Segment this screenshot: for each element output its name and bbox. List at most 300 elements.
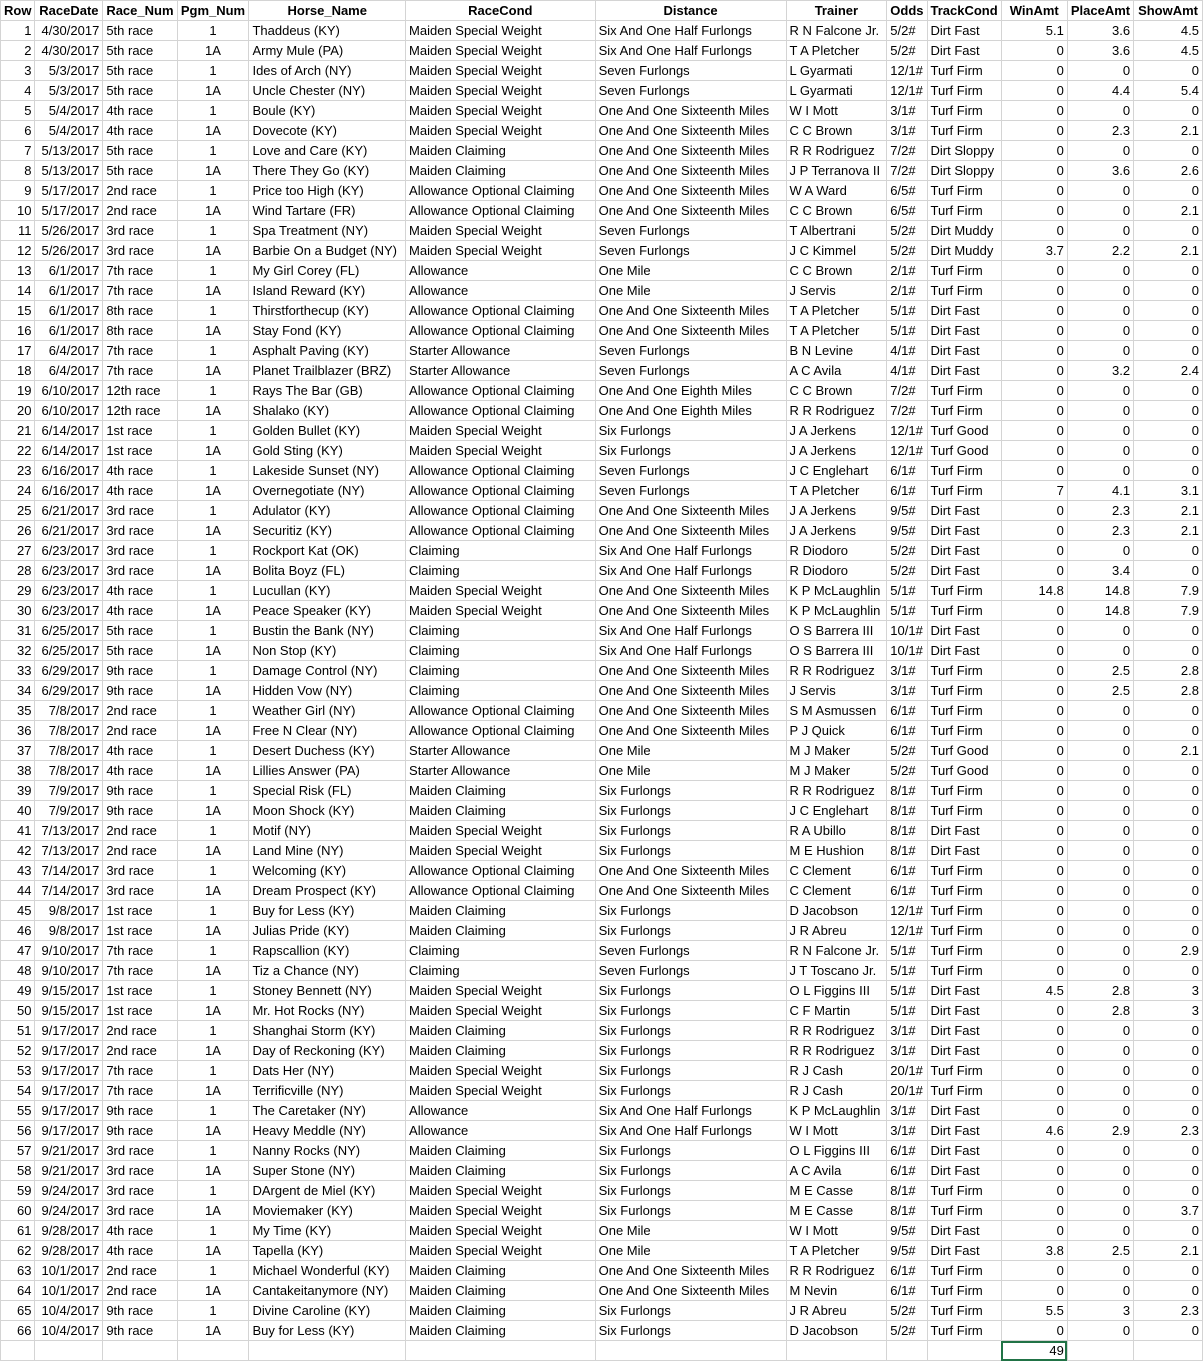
race-num-cell[interactable]: 4th race: [103, 101, 177, 121]
row-number-cell[interactable]: 27: [1, 541, 35, 561]
race-cond-cell[interactable]: Maiden Special Weight: [406, 1241, 596, 1261]
race-date-cell[interactable]: 6/25/2017: [35, 641, 103, 661]
trainer-cell[interactable]: M E Hushion: [786, 841, 887, 861]
distance-cell[interactable]: Seven Furlongs: [595, 241, 786, 261]
cell[interactable]: [249, 1341, 406, 1361]
track-cond-cell[interactable]: Turf Good: [927, 421, 1001, 441]
distance-cell[interactable]: Six Furlongs: [595, 981, 786, 1001]
distance-cell[interactable]: Six Furlongs: [595, 1081, 786, 1101]
race-num-cell[interactable]: 4th race: [103, 1221, 177, 1241]
distance-cell[interactable]: Seven Furlongs: [595, 341, 786, 361]
show-amt-cell[interactable]: 0: [1134, 1101, 1203, 1121]
odds-cell[interactable]: 3/1#: [887, 1041, 927, 1061]
odds-cell[interactable]: 3/1#: [887, 661, 927, 681]
distance-cell[interactable]: Seven Furlongs: [595, 941, 786, 961]
race-num-cell[interactable]: 5th race: [103, 641, 177, 661]
pgm-num-cell[interactable]: 1: [177, 1101, 249, 1121]
row-number-cell[interactable]: 8: [1, 161, 35, 181]
track-cond-cell[interactable]: Turf Firm: [927, 1081, 1001, 1101]
race-cond-cell[interactable]: Allowance: [406, 1121, 596, 1141]
win-amt-cell[interactable]: 0: [1001, 361, 1067, 381]
race-cond-cell[interactable]: Maiden Special Weight: [406, 981, 596, 1001]
win-amt-cell[interactable]: 0: [1001, 341, 1067, 361]
trainer-cell[interactable]: D Jacobson: [786, 1321, 887, 1341]
distance-cell[interactable]: Six Furlongs: [595, 421, 786, 441]
row-number-cell[interactable]: 37: [1, 741, 35, 761]
trainer-cell[interactable]: C Clement: [786, 861, 887, 881]
show-amt-cell[interactable]: 4.5: [1134, 41, 1203, 61]
odds-cell[interactable]: 5/2#: [887, 741, 927, 761]
place-amt-cell[interactable]: 4.1: [1067, 481, 1133, 501]
show-amt-cell[interactable]: 3: [1134, 1001, 1203, 1021]
win-amt-cell[interactable]: 0: [1001, 121, 1067, 141]
track-cond-cell[interactable]: Dirt Sloppy: [927, 141, 1001, 161]
show-amt-cell[interactable]: 0: [1134, 881, 1203, 901]
place-amt-cell[interactable]: 3.6: [1067, 21, 1133, 41]
trainer-cell[interactable]: J A Jerkens: [786, 441, 887, 461]
distance-cell[interactable]: One And One Sixteenth Miles: [595, 581, 786, 601]
horse-name-cell[interactable]: Lillies Answer (PA): [249, 761, 406, 781]
distance-cell[interactable]: Six And One Half Furlongs: [595, 621, 786, 641]
track-cond-cell[interactable]: Dirt Fast: [927, 301, 1001, 321]
trainer-cell[interactable]: R N Falcone Jr.: [786, 21, 887, 41]
race-date-cell[interactable]: 10/4/2017: [35, 1321, 103, 1341]
race-cond-cell[interactable]: Allowance Optional Claiming: [406, 701, 596, 721]
show-amt-cell[interactable]: 2.1: [1134, 521, 1203, 541]
race-num-cell[interactable]: 7th race: [103, 1081, 177, 1101]
show-amt-cell[interactable]: 2.6: [1134, 161, 1203, 181]
race-num-cell[interactable]: 3rd race: [103, 1141, 177, 1161]
win-amt-cell[interactable]: 0: [1001, 1321, 1067, 1341]
place-amt-cell[interactable]: 14.8: [1067, 581, 1133, 601]
horse-name-cell[interactable]: There They Go (KY): [249, 161, 406, 181]
row-number-cell[interactable]: 59: [1, 1181, 35, 1201]
place-amt-cell[interactable]: 0: [1067, 1161, 1133, 1181]
race-date-cell[interactable]: 7/8/2017: [35, 721, 103, 741]
race-num-cell[interactable]: 2nd race: [103, 201, 177, 221]
row-number-cell[interactable]: 40: [1, 801, 35, 821]
row-number-cell[interactable]: 53: [1, 1061, 35, 1081]
race-num-cell[interactable]: 3rd race: [103, 881, 177, 901]
trainer-cell[interactable]: J A Jerkens: [786, 421, 887, 441]
pgm-num-cell[interactable]: 1: [177, 581, 249, 601]
place-amt-cell[interactable]: 0: [1067, 341, 1133, 361]
odds-cell[interactable]: 8/1#: [887, 1181, 927, 1201]
win-amt-cell[interactable]: 0: [1001, 881, 1067, 901]
col-header-row[interactable]: Row: [1, 1, 35, 21]
show-amt-cell[interactable]: 3.7: [1134, 1201, 1203, 1221]
win-amt-cell[interactable]: 0: [1001, 1081, 1067, 1101]
horse-name-cell[interactable]: Free N Clear (NY): [249, 721, 406, 741]
horse-name-cell[interactable]: Land Mine (NY): [249, 841, 406, 861]
trainer-cell[interactable]: J Servis: [786, 281, 887, 301]
horse-name-cell[interactable]: Cantakeitanymore (NY): [249, 1281, 406, 1301]
distance-cell[interactable]: Six Furlongs: [595, 1141, 786, 1161]
show-amt-cell[interactable]: 0: [1134, 921, 1203, 941]
track-cond-cell[interactable]: Turf Firm: [927, 861, 1001, 881]
race-num-cell[interactable]: 7th race: [103, 961, 177, 981]
odds-cell[interactable]: 12/1#: [887, 421, 927, 441]
odds-cell[interactable]: 5/2#: [887, 21, 927, 41]
row-number-cell[interactable]: 60: [1, 1201, 35, 1221]
track-cond-cell[interactable]: Turf Firm: [927, 681, 1001, 701]
race-date-cell[interactable]: 5/13/2017: [35, 161, 103, 181]
row-number-cell[interactable]: 50: [1, 1001, 35, 1021]
show-amt-cell[interactable]: 0: [1134, 221, 1203, 241]
race-cond-cell[interactable]: Allowance Optional Claiming: [406, 461, 596, 481]
pgm-num-cell[interactable]: 1: [177, 1141, 249, 1161]
race-num-cell[interactable]: 5th race: [103, 21, 177, 41]
place-amt-cell[interactable]: 0: [1067, 541, 1133, 561]
show-amt-cell[interactable]: 0: [1134, 1061, 1203, 1081]
track-cond-cell[interactable]: Dirt Fast: [927, 1021, 1001, 1041]
distance-cell[interactable]: Six And One Half Furlongs: [595, 561, 786, 581]
place-amt-cell[interactable]: 3.6: [1067, 41, 1133, 61]
track-cond-cell[interactable]: Turf Firm: [927, 1301, 1001, 1321]
pgm-num-cell[interactable]: 1: [177, 781, 249, 801]
win-amt-cell[interactable]: 7: [1001, 481, 1067, 501]
show-amt-cell[interactable]: 0: [1134, 1281, 1203, 1301]
odds-cell[interactable]: 3/1#: [887, 681, 927, 701]
odds-cell[interactable]: 6/5#: [887, 201, 927, 221]
odds-cell[interactable]: 10/1#: [887, 621, 927, 641]
row-number-cell[interactable]: 34: [1, 681, 35, 701]
row-number-cell[interactable]: 10: [1, 201, 35, 221]
pgm-num-cell[interactable]: 1A: [177, 601, 249, 621]
track-cond-cell[interactable]: Turf Firm: [927, 61, 1001, 81]
odds-cell[interactable]: 3/1#: [887, 101, 927, 121]
trainer-cell[interactable]: J P Terranova II: [786, 161, 887, 181]
race-cond-cell[interactable]: Claiming: [406, 681, 596, 701]
distance-cell[interactable]: One And One Sixteenth Miles: [595, 161, 786, 181]
race-cond-cell[interactable]: Maiden Special Weight: [406, 121, 596, 141]
race-num-cell[interactable]: 1st race: [103, 901, 177, 921]
show-amt-cell[interactable]: 2.1: [1134, 1241, 1203, 1261]
horse-name-cell[interactable]: Bustin the Bank (NY): [249, 621, 406, 641]
race-num-cell[interactable]: 1st race: [103, 441, 177, 461]
place-amt-cell[interactable]: 0: [1067, 1321, 1133, 1341]
cell[interactable]: [887, 1341, 927, 1361]
pgm-num-cell[interactable]: 1: [177, 661, 249, 681]
horse-name-cell[interactable]: Wind Tartare (FR): [249, 201, 406, 221]
horse-name-cell[interactable]: Heavy Meddle (NY): [249, 1121, 406, 1141]
show-amt-cell[interactable]: 0: [1134, 701, 1203, 721]
show-amt-cell[interactable]: 0: [1134, 441, 1203, 461]
race-cond-cell[interactable]: Maiden Special Weight: [406, 421, 596, 441]
track-cond-cell[interactable]: Dirt Fast: [927, 1121, 1001, 1141]
odds-cell[interactable]: 3/1#: [887, 1101, 927, 1121]
place-amt-cell[interactable]: 2.8: [1067, 981, 1133, 1001]
odds-cell[interactable]: 5/2#: [887, 561, 927, 581]
race-date-cell[interactable]: 7/8/2017: [35, 761, 103, 781]
trainer-cell[interactable]: M J Maker: [786, 761, 887, 781]
place-amt-cell[interactable]: 0: [1067, 1021, 1133, 1041]
pgm-num-cell[interactable]: 1A: [177, 881, 249, 901]
cell[interactable]: [103, 1341, 177, 1361]
pgm-num-cell[interactable]: 1A: [177, 721, 249, 741]
distance-cell[interactable]: Six Furlongs: [595, 901, 786, 921]
race-cond-cell[interactable]: Maiden Claiming: [406, 1301, 596, 1321]
trainer-cell[interactable]: R R Rodriguez: [786, 781, 887, 801]
race-cond-cell[interactable]: Maiden Claiming: [406, 141, 596, 161]
race-date-cell[interactable]: 5/13/2017: [35, 141, 103, 161]
show-amt-cell[interactable]: 0: [1134, 781, 1203, 801]
odds-cell[interactable]: 8/1#: [887, 781, 927, 801]
track-cond-cell[interactable]: Dirt Fast: [927, 1221, 1001, 1241]
pgm-num-cell[interactable]: 1: [177, 381, 249, 401]
horse-name-cell[interactable]: Moon Shock (KY): [249, 801, 406, 821]
show-amt-cell[interactable]: 7.9: [1134, 581, 1203, 601]
trainer-cell[interactable]: W A Ward: [786, 181, 887, 201]
trainer-cell[interactable]: T A Pletcher: [786, 301, 887, 321]
win-amt-cell[interactable]: 0: [1001, 781, 1067, 801]
row-number-cell[interactable]: 54: [1, 1081, 35, 1101]
show-amt-cell[interactable]: 0: [1134, 381, 1203, 401]
distance-cell[interactable]: One And One Sixteenth Miles: [595, 201, 786, 221]
odds-cell[interactable]: 9/5#: [887, 521, 927, 541]
distance-cell[interactable]: Six Furlongs: [595, 1021, 786, 1041]
track-cond-cell[interactable]: Turf Good: [927, 761, 1001, 781]
row-number-cell[interactable]: 6: [1, 121, 35, 141]
win-amt-cell[interactable]: 0: [1001, 1281, 1067, 1301]
track-cond-cell[interactable]: Turf Good: [927, 741, 1001, 761]
show-amt-cell[interactable]: 3.1: [1134, 481, 1203, 501]
pgm-num-cell[interactable]: 1: [177, 21, 249, 41]
distance-cell[interactable]: Six Furlongs: [595, 1061, 786, 1081]
place-amt-cell[interactable]: 0: [1067, 441, 1133, 461]
place-amt-cell[interactable]: 0: [1067, 1281, 1133, 1301]
show-amt-cell[interactable]: 0: [1134, 141, 1203, 161]
show-amt-cell[interactable]: 2.1: [1134, 121, 1203, 141]
race-num-cell[interactable]: 8th race: [103, 321, 177, 341]
odds-cell[interactable]: 4/1#: [887, 341, 927, 361]
show-amt-cell[interactable]: 2.9: [1134, 941, 1203, 961]
horse-name-cell[interactable]: Thirstforthecup (KY): [249, 301, 406, 321]
race-date-cell[interactable]: 6/10/2017: [35, 401, 103, 421]
col-header-showamt[interactable]: ShowAmt: [1134, 1, 1203, 21]
race-num-cell[interactable]: 1st race: [103, 921, 177, 941]
race-date-cell[interactable]: 9/24/2017: [35, 1201, 103, 1221]
win-amt-cell[interactable]: 0: [1001, 141, 1067, 161]
odds-cell[interactable]: 6/1#: [887, 1141, 927, 1161]
distance-cell[interactable]: Seven Furlongs: [595, 461, 786, 481]
row-number-cell[interactable]: 31: [1, 621, 35, 641]
pgm-num-cell[interactable]: 1: [177, 141, 249, 161]
trainer-cell[interactable]: J A Jerkens: [786, 501, 887, 521]
win-amt-cell[interactable]: 0: [1001, 301, 1067, 321]
horse-name-cell[interactable]: Michael Wonderful (KY): [249, 1261, 406, 1281]
race-cond-cell[interactable]: Maiden Claiming: [406, 1161, 596, 1181]
race-date-cell[interactable]: 6/16/2017: [35, 481, 103, 501]
place-amt-cell[interactable]: 3.2: [1067, 361, 1133, 381]
race-date-cell[interactable]: 6/1/2017: [35, 321, 103, 341]
pgm-num-cell[interactable]: 1: [177, 1061, 249, 1081]
distance-cell[interactable]: One And One Sixteenth Miles: [595, 501, 786, 521]
odds-cell[interactable]: 7/2#: [887, 161, 927, 181]
pgm-num-cell[interactable]: 1: [177, 1221, 249, 1241]
race-date-cell[interactable]: 6/23/2017: [35, 541, 103, 561]
odds-cell[interactable]: 6/1#: [887, 721, 927, 741]
trainer-cell[interactable]: C C Brown: [786, 261, 887, 281]
track-cond-cell[interactable]: Turf Firm: [927, 121, 1001, 141]
distance-cell[interactable]: One And One Sixteenth Miles: [595, 521, 786, 541]
race-cond-cell[interactable]: Allowance Optional Claiming: [406, 321, 596, 341]
race-date-cell[interactable]: 5/4/2017: [35, 101, 103, 121]
pgm-num-cell[interactable]: 1: [177, 261, 249, 281]
horse-name-cell[interactable]: Stay Fond (KY): [249, 321, 406, 341]
place-amt-cell[interactable]: 2.3: [1067, 501, 1133, 521]
show-amt-cell[interactable]: 0: [1134, 301, 1203, 321]
track-cond-cell[interactable]: Turf Firm: [927, 781, 1001, 801]
place-amt-cell[interactable]: 2.3: [1067, 521, 1133, 541]
race-date-cell[interactable]: 5/4/2017: [35, 121, 103, 141]
horse-name-cell[interactable]: Spa Treatment (NY): [249, 221, 406, 241]
race-cond-cell[interactable]: Maiden Claiming: [406, 1021, 596, 1041]
cell[interactable]: [406, 1341, 596, 1361]
race-date-cell[interactable]: 5/26/2017: [35, 221, 103, 241]
pgm-num-cell[interactable]: 1A: [177, 1281, 249, 1301]
win-amt-cell[interactable]: 0: [1001, 541, 1067, 561]
track-cond-cell[interactable]: Turf Firm: [927, 1261, 1001, 1281]
race-num-cell[interactable]: 9th race: [103, 801, 177, 821]
race-cond-cell[interactable]: Allowance Optional Claiming: [406, 201, 596, 221]
distance-cell[interactable]: Seven Furlongs: [595, 61, 786, 81]
horse-name-cell[interactable]: My Time (KY): [249, 1221, 406, 1241]
horse-name-cell[interactable]: Dovecote (KY): [249, 121, 406, 141]
distance-cell[interactable]: One And One Sixteenth Miles: [595, 681, 786, 701]
race-cond-cell[interactable]: Maiden Claiming: [406, 801, 596, 821]
race-num-cell[interactable]: 2nd race: [103, 721, 177, 741]
odds-cell[interactable]: 4/1#: [887, 361, 927, 381]
odds-cell[interactable]: 5/1#: [887, 941, 927, 961]
odds-cell[interactable]: 5/2#: [887, 41, 927, 61]
track-cond-cell[interactable]: Dirt Fast: [927, 501, 1001, 521]
race-date-cell[interactable]: 9/17/2017: [35, 1041, 103, 1061]
race-num-cell[interactable]: 4th race: [103, 461, 177, 481]
race-num-cell[interactable]: 5th race: [103, 621, 177, 641]
row-number-cell[interactable]: 2: [1, 41, 35, 61]
track-cond-cell[interactable]: Dirt Fast: [927, 621, 1001, 641]
row-number-cell[interactable]: 35: [1, 701, 35, 721]
show-amt-cell[interactable]: 0: [1134, 901, 1203, 921]
race-cond-cell[interactable]: Maiden Claiming: [406, 1281, 596, 1301]
race-date-cell[interactable]: 5/26/2017: [35, 241, 103, 261]
row-number-cell[interactable]: 47: [1, 941, 35, 961]
place-amt-cell[interactable]: 0: [1067, 761, 1133, 781]
horse-name-cell[interactable]: Army Mule (PA): [249, 41, 406, 61]
race-cond-cell[interactable]: Maiden Claiming: [406, 901, 596, 921]
pgm-num-cell[interactable]: 1: [177, 1021, 249, 1041]
place-amt-cell[interactable]: 0: [1067, 881, 1133, 901]
distance-cell[interactable]: One Mile: [595, 761, 786, 781]
win-amt-cell[interactable]: 0: [1001, 701, 1067, 721]
win-amt-cell[interactable]: 0: [1001, 101, 1067, 121]
win-amt-cell[interactable]: 0: [1001, 181, 1067, 201]
horse-name-cell[interactable]: Asphalt Paving (KY): [249, 341, 406, 361]
row-number-cell[interactable]: 20: [1, 401, 35, 421]
row-number-cell[interactable]: 44: [1, 881, 35, 901]
race-date-cell[interactable]: 6/29/2017: [35, 661, 103, 681]
trainer-cell[interactable]: R R Rodriguez: [786, 661, 887, 681]
track-cond-cell[interactable]: Dirt Fast: [927, 981, 1001, 1001]
distance-cell[interactable]: Six Furlongs: [595, 921, 786, 941]
race-date-cell[interactable]: 6/23/2017: [35, 561, 103, 581]
race-date-cell[interactable]: 5/3/2017: [35, 61, 103, 81]
trainer-cell[interactable]: O S Barrera III: [786, 641, 887, 661]
winamt-total-cell[interactable]: 49: [1001, 1341, 1067, 1361]
row-number-cell[interactable]: 51: [1, 1021, 35, 1041]
row-number-cell[interactable]: 48: [1, 961, 35, 981]
distance-cell[interactable]: One And One Sixteenth Miles: [595, 141, 786, 161]
race-cond-cell[interactable]: Allowance Optional Claiming: [406, 401, 596, 421]
place-amt-cell[interactable]: 2.9: [1067, 1121, 1133, 1141]
row-number-cell[interactable]: 15: [1, 301, 35, 321]
track-cond-cell[interactable]: Dirt Fast: [927, 641, 1001, 661]
place-amt-cell[interactable]: 14.8: [1067, 601, 1133, 621]
pgm-num-cell[interactable]: 1A: [177, 1241, 249, 1261]
race-date-cell[interactable]: 6/23/2017: [35, 581, 103, 601]
track-cond-cell[interactable]: Turf Firm: [927, 961, 1001, 981]
pgm-num-cell[interactable]: 1A: [177, 1201, 249, 1221]
row-number-cell[interactable]: 36: [1, 721, 35, 741]
distance-cell[interactable]: Six Furlongs: [595, 801, 786, 821]
distance-cell[interactable]: Six Furlongs: [595, 441, 786, 461]
race-num-cell[interactable]: 2nd race: [103, 181, 177, 201]
horse-name-cell[interactable]: Bolita Boyz (FL): [249, 561, 406, 581]
race-cond-cell[interactable]: Maiden Claiming: [406, 1261, 596, 1281]
track-cond-cell[interactable]: Turf Firm: [927, 921, 1001, 941]
odds-cell[interactable]: 7/2#: [887, 381, 927, 401]
race-cond-cell[interactable]: Allowance Optional Claiming: [406, 481, 596, 501]
horse-name-cell[interactable]: Dream Prospect (KY): [249, 881, 406, 901]
race-cond-cell[interactable]: Maiden Special Weight: [406, 1201, 596, 1221]
race-cond-cell[interactable]: Claiming: [406, 541, 596, 561]
pgm-num-cell[interactable]: 1A: [177, 81, 249, 101]
row-number-cell[interactable]: 61: [1, 1221, 35, 1241]
race-date-cell[interactable]: 4/30/2017: [35, 41, 103, 61]
row-number-cell[interactable]: 26: [1, 521, 35, 541]
trainer-cell[interactable]: J R Abreu: [786, 921, 887, 941]
trainer-cell[interactable]: R N Falcone Jr.: [786, 941, 887, 961]
race-cond-cell[interactable]: Allowance Optional Claiming: [406, 721, 596, 741]
show-amt-cell[interactable]: 2.1: [1134, 501, 1203, 521]
win-amt-cell[interactable]: 0: [1001, 561, 1067, 581]
pgm-num-cell[interactable]: 1A: [177, 481, 249, 501]
trainer-cell[interactable]: J A Jerkens: [786, 521, 887, 541]
trainer-cell[interactable]: J R Abreu: [786, 1301, 887, 1321]
win-amt-cell[interactable]: 0: [1001, 281, 1067, 301]
track-cond-cell[interactable]: Dirt Fast: [927, 521, 1001, 541]
row-number-cell[interactable]: 3: [1, 61, 35, 81]
pgm-num-cell[interactable]: 1A: [177, 801, 249, 821]
pgm-num-cell[interactable]: 1: [177, 61, 249, 81]
race-date-cell[interactable]: 9/17/2017: [35, 1101, 103, 1121]
pgm-num-cell[interactable]: 1A: [177, 1161, 249, 1181]
trainer-cell[interactable]: T A Pletcher: [786, 481, 887, 501]
race-date-cell[interactable]: 5/3/2017: [35, 81, 103, 101]
horse-name-cell[interactable]: Thaddeus (KY): [249, 21, 406, 41]
distance-cell[interactable]: One And One Sixteenth Miles: [595, 301, 786, 321]
pgm-num-cell[interactable]: 1: [177, 181, 249, 201]
row-number-cell[interactable]: 30: [1, 601, 35, 621]
distance-cell[interactable]: One Mile: [595, 1241, 786, 1261]
row-number-cell[interactable]: 58: [1, 1161, 35, 1181]
show-amt-cell[interactable]: 0: [1134, 1221, 1203, 1241]
win-amt-cell[interactable]: 3.8: [1001, 1241, 1067, 1261]
distance-cell[interactable]: One Mile: [595, 741, 786, 761]
trainer-cell[interactable]: O S Barrera III: [786, 621, 887, 641]
track-cond-cell[interactable]: Turf Firm: [927, 1281, 1001, 1301]
